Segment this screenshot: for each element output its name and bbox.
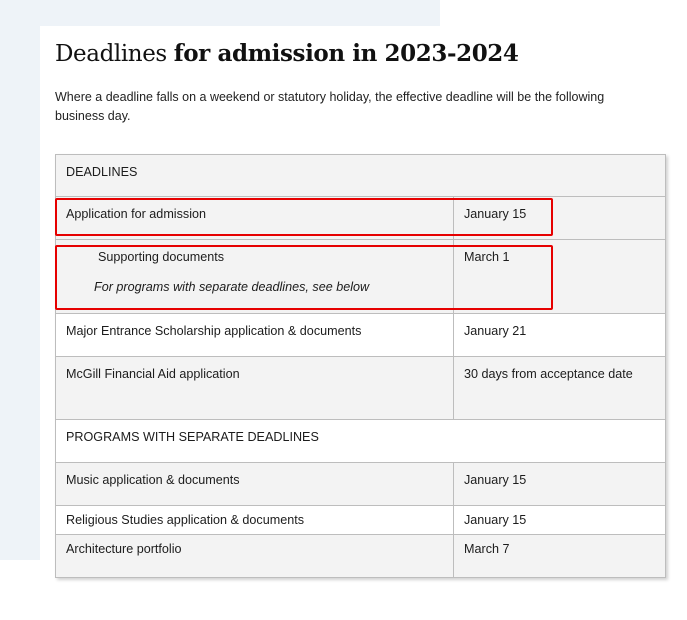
- row-label: Music application & documents: [56, 463, 454, 506]
- row-label: McGill Financial Aid application: [56, 357, 454, 420]
- row-label: Religious Studies application & documents: [56, 506, 454, 535]
- intro-text: Where a deadline falls on a weekend or statutory holiday, the effective deadline will be the following business day.: [55, 90, 605, 123]
- table-row: [56, 314, 666, 357]
- table-row: [56, 240, 666, 314]
- deadlines-table: [55, 154, 666, 578]
- row-value: January 15: [454, 463, 666, 506]
- programs-header: PROGRAMS WITH SEPARATE DEADLINES: [56, 420, 666, 463]
- supporting-documents-label: Supporting documents: [98, 250, 225, 264]
- table-row: [56, 535, 666, 578]
- row-value: 30 days from acceptance date: [454, 357, 666, 420]
- separate-deadlines-note: For programs with separate deadlines, see below: [94, 280, 370, 294]
- row-value: January 15: [454, 197, 666, 240]
- row-value: March 1: [454, 240, 666, 314]
- table-row: [56, 197, 666, 240]
- table-row: [56, 506, 666, 535]
- row-value: January 15: [454, 506, 666, 535]
- page-title: [55, 40, 519, 67]
- title-bold: for admission in 2023-2024: [173, 40, 519, 67]
- row-label: [56, 240, 454, 314]
- row-value: January 21: [454, 314, 666, 357]
- table-header-row: [56, 155, 666, 197]
- row-label: Application for admission: [56, 197, 454, 240]
- table-header-row: [56, 420, 666, 463]
- deadlines-header: DEADLINES: [56, 155, 666, 197]
- table-row: [56, 357, 666, 420]
- deadlines-section: [40, 26, 680, 586]
- row-label: Architecture portfolio: [56, 535, 454, 578]
- table-row: [56, 463, 666, 506]
- title-plain: Deadlines: [55, 41, 167, 67]
- row-label: Major Entrance Scholarship application & documents: [56, 314, 454, 357]
- row-value: March 7: [454, 535, 666, 578]
